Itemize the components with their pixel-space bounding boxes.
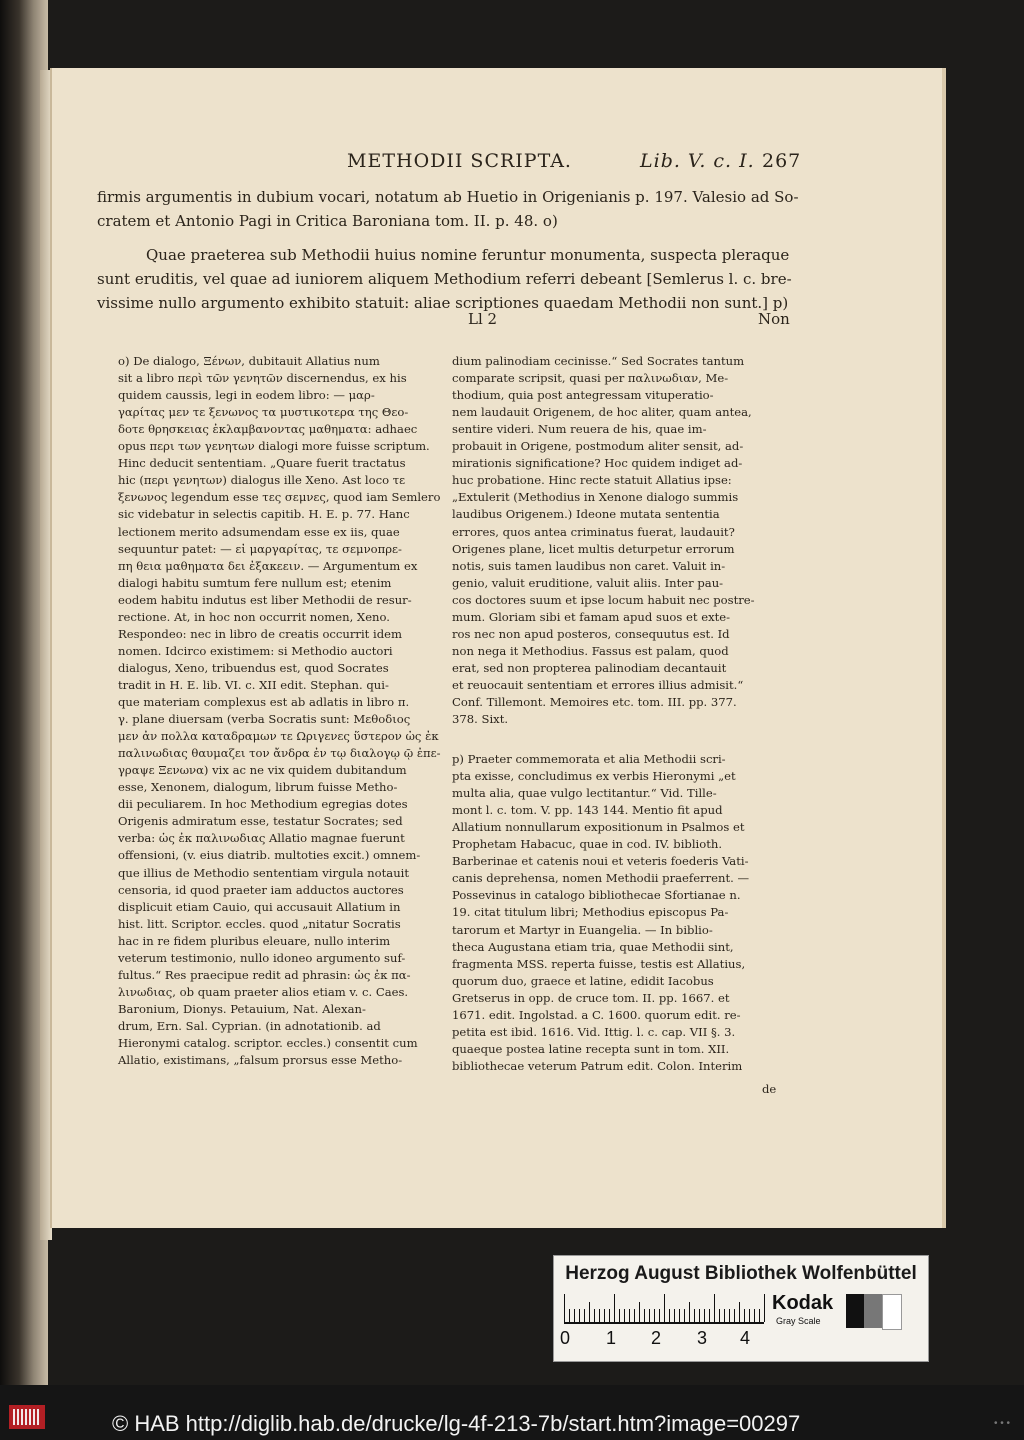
footnote-line: pta exisse, concludimus ex verbis Hieronymi „et [452, 769, 736, 784]
footnote-line: παλινωδιας θαυμαζει τον ἄνδρα ἐν τῳ διαλογῳ ῷ ἐπε- [118, 746, 441, 761]
footnote-line: nomen. Idcirco existimem: si Methodio auctori [118, 643, 393, 658]
ruler-tick [574, 1309, 575, 1322]
footnote-line: sequuntur patet: — εἰ μαργαρίτας, τε σεμνοπρε- [118, 541, 402, 556]
footnote-line: non nega it Methodius. Fassus est palam, quod [452, 643, 729, 658]
footnote-line: offensioni, (v. eius diatrib. multoties excit.) omnem- [118, 848, 421, 863]
footnote-line: δοτε θρησκειας ἐκλαμβανοντας μαθηματα: adhaec [118, 422, 418, 437]
footnote-line: γαρίτας μεν τε ξενωνος τα μυστικοτερα της Θεο- [118, 405, 409, 420]
footnote-line: quaeque postea latine recepta sunt in tom. XII. [452, 1041, 730, 1056]
footnote-line: drum, Ern. Sal. Cyprian. (in adnotationib. ad [118, 1018, 381, 1033]
gray-swatch-white [882, 1294, 902, 1330]
kodak-logo: Kodak [772, 1292, 834, 1314]
ruler-tick [709, 1309, 710, 1322]
footnote-line: 378. Sixt. [452, 712, 509, 727]
ruler-tick [614, 1294, 615, 1322]
footnote-line: errores, quos antea criminatus fuerat, laudauit? [452, 524, 735, 539]
footnote-line: mirationis significatione? Hoc quidem indiget ad- [452, 456, 743, 471]
ruler-tick [634, 1309, 635, 1322]
footnote-line: λινωδιας, ob quam praeter alios etiam v. c. Caes. [118, 984, 409, 999]
ruler-tick [744, 1309, 745, 1322]
footnote-line: fragmenta MSS. reperta fuisse, testis est Allatius, [452, 956, 746, 971]
scale-number: 3 [697, 1328, 708, 1348]
footnote-line: canis deprehensa, nomen Methodii praeferrent. — [452, 871, 750, 886]
footnote-line: laudibus Origenem.) Ideone mutata sententia [452, 507, 720, 522]
scale-number: 4 [740, 1328, 751, 1348]
ruler-tick [724, 1309, 725, 1322]
footnote-line: hac in re fidem pluribus eleuare, nullo interim [118, 933, 391, 948]
catchword: Non [758, 310, 790, 328]
ruler-tick [579, 1309, 580, 1322]
footnote-line: hic (περι γενητων) dialogus ille Xeno. Ast loco τε [118, 473, 406, 488]
ruler-tick [754, 1309, 755, 1322]
book-page [50, 68, 946, 1228]
ruler-tick [589, 1302, 590, 1322]
footnote-line: multa alia, quae vulgo lectitantur.“ Vid. Tille- [452, 786, 717, 801]
ruler-tick [759, 1309, 760, 1322]
footnote-line: γ. plane diuersam (verba Socratis sunt: Μεθοδιος [118, 712, 411, 727]
footnote-line: dii peculiarem. In hoc Methodium egregias dotes [118, 797, 408, 812]
ruler-tick [584, 1309, 585, 1322]
ruler-tick [639, 1302, 640, 1322]
footnote-line: Conf. Tillemont. Memoires etc. tom. III. pp. 377. [452, 695, 737, 709]
footnote-line: sic videbatur in selectis capitib. H. E. p. 77. Hanc [118, 507, 410, 522]
footnote-line: bibliothecae veterum Patrum edit. Colon. Interim [452, 1058, 743, 1073]
footnote-line: petita est ibid. 1616. Vid. Ittig. l. c. cap. VII §. 3. [452, 1024, 736, 1039]
footnote-line: lectionem merito adsumendam esse ex iis, quae [118, 524, 400, 539]
footnote-line: Hinc deducit sententiam. „Quare fuerit tractatus [118, 456, 406, 471]
footnote-line: erat, sed non propterea palinodiam decantauit [452, 660, 727, 675]
body-line: cratem et Antonio Pagi in Critica Baroniana tom. II. p. 48. o) [97, 212, 558, 230]
footnote-line: Hieronymi catalog. scriptor. eccles.) consentit cum [118, 1036, 418, 1050]
ruler-tick [654, 1309, 655, 1322]
ruler-tick [714, 1294, 715, 1322]
footnote-line: fultus.“ Res praecipue redit ad phrasin: ὡς ἐκ πα- [118, 967, 411, 982]
ruler-tick [564, 1294, 565, 1322]
body-line: vissime nullo argumento exhibito statuit: aliae scriptiones quaedam Methodii non sunt.] p) [97, 294, 789, 312]
ruler-tick [624, 1309, 625, 1322]
footnote-line: 1671. edit. Ingolstad. a C. 1600. quorum edit. re- [452, 1007, 741, 1022]
ruler-tick [684, 1309, 685, 1322]
ruler-tick [729, 1309, 730, 1322]
ruler-tick [679, 1309, 680, 1322]
footnote-line: dialogus, Xeno, tribuendus est, quod Socrates [118, 660, 389, 675]
ruler-tick [669, 1309, 670, 1322]
footnote-line: notis, suis tamen laudibus non caret. Valuit in- [452, 558, 726, 573]
body-line: firmis argumentis in dubium vocari, notatum ab Huetio in Origenianis p. 197. Valesio ad So- [97, 188, 799, 206]
footnote-line: huc probatione. Hinc recte statuit Allatius ipse: [452, 473, 732, 488]
ruler-tick [704, 1309, 705, 1322]
footnote-line: p) Praeter commemorata et alia Methodii scri- [452, 752, 726, 766]
footnote-line: μεν ἀν πολλα καταδραμων τε Ωριγενες ὕστερον ὡς ἐκ [118, 729, 439, 744]
gray-swatch-black [846, 1294, 864, 1328]
footnote-line: quidem caussis, legi in eodem libro: — μαρ- [118, 388, 375, 403]
footnote-line: censoria, id quod praeter iam adductos auctores [118, 882, 404, 897]
scale-ruler [564, 1294, 764, 1324]
scale-number: 1 [606, 1328, 617, 1348]
footnote-line: πη θεια μαθηματα δει ἐξακεειν. — Argumentum ex [118, 558, 418, 573]
footnote-line: tarorum et Martyr in Euangelia. — In biblio- [452, 922, 713, 937]
ruler-tick [749, 1309, 750, 1322]
ruler-tick [659, 1309, 660, 1322]
ruler-tick [719, 1309, 720, 1322]
ruler-tick [694, 1309, 695, 1322]
ruler-tick [629, 1309, 630, 1322]
footnote-line: o) De dialogo, Ξένων, dubitauit Allatius num [118, 354, 380, 368]
footnote-catchword: de [762, 1082, 777, 1096]
footnote-line: eodem habitu indutus est liber Methodii de resur- [118, 592, 412, 607]
ruler-tick [764, 1294, 765, 1322]
copyright-url: © HAB http://diglib.hab.de/drucke/lg-4f-213-7b/start.htm?image=00297 [112, 1411, 801, 1436]
signature-mark: Ll 2 [468, 310, 498, 328]
ruler-tick [604, 1309, 605, 1322]
footnote-line: verba: ὡς ἐκ παλινωδιας Allatio magnae fuerunt [118, 831, 405, 846]
scale-number: 2 [651, 1328, 662, 1348]
footnote-line: esse, Xenonem, dialogum, librum fuisse Metho- [118, 780, 398, 795]
scale-number: 0 [560, 1328, 571, 1348]
footnote-line: cos doctores suum et ipse locum habuit nec postre- [452, 592, 755, 607]
footnote-line: quorum duo, graece et latine, edidit Iacobus [452, 973, 714, 988]
footnote-line: Prophetam Habacuc, quae in cod. IV. biblioth. [452, 837, 723, 852]
footnote-line: mum. Gloriam sibi et famam apud suos et exte- [452, 609, 731, 624]
footnote-line: ξενωνος legendum esse τες σεμνες, quod iam Semlero [118, 490, 441, 505]
page-number: 267 [762, 150, 802, 172]
dots-icon: • • • [993, 1418, 1010, 1429]
ruler-tick [734, 1309, 735, 1322]
footnote-line: que illius de Methodio sententiam virgula notauit [118, 865, 410, 880]
footnote-line: thodium, quia post antegressam vituperatio- [452, 388, 714, 403]
footnote-line: „Extulerit (Methodius in Xenone dialogo summis [452, 490, 739, 505]
footnote-line: dium palinodiam cecinisse.“ Sed Socrates tantum [452, 354, 745, 368]
footnote-line: dialogi habitu sumtum fere nullum est; etenim [118, 575, 392, 590]
body-line: Quae praeterea sub Methodii huius nomine feruntur monumenta, suspecta pleraque [146, 246, 790, 264]
ruler-tick [674, 1309, 675, 1322]
footnote-line: Barberinae et catenis noui et veteris foederis Vati- [452, 854, 749, 869]
ruler-tick [689, 1302, 690, 1322]
footnote-line: Origenis admiratum esse, testatur Socrates; sed [118, 814, 403, 829]
ruler-tick [609, 1309, 610, 1322]
footnote-line: et reuocauit sententiam et errores illius admisit.“ [452, 677, 744, 692]
footnote-line: Allatio, existimans, „falsum prorsus esse Metho- [118, 1053, 403, 1068]
footnote-line: probauit in Origene, postmodum aliter sensit, ad- [452, 439, 744, 454]
library-name: Herzog August Bibliothek Wolfenbüttel [565, 1263, 917, 1284]
body-line: sunt eruditis, vel quae ad iuniorem aliquem Methodium referri debeant [Semlerus l. c. bre- [97, 270, 792, 288]
footnote-line: Baronium, Dionys. Petauium, Nat. Alexan- [118, 1001, 366, 1016]
footnote-line: rectione. At, in hoc non occurrit nomen, Xeno. [118, 609, 390, 624]
footnote-line: nem laudauit Origenem, de hoc aliter, quam antea, [452, 405, 752, 420]
ruler-tick [739, 1302, 740, 1322]
footnote-line: Origenes plane, licet multis deturpetur errorum [452, 541, 735, 556]
footnote-line: mont l. c. tom. V. pp. 143 144. Mentio fit apud [452, 803, 723, 818]
footnote-line: veterum testimonio, nullo idoneo argumento suf- [118, 950, 406, 965]
footnote-line: hist. litt. Scriptor. eccles. quod „nitatur Socratis [118, 916, 401, 931]
ruler-tick [699, 1309, 700, 1322]
footnote-line: ros nec non apud posteros, consequutus est. Id [452, 626, 730, 641]
ruler-tick [594, 1309, 595, 1322]
footnote-line: 19. citat titulum libri; Methodius episcopus Pa- [452, 905, 729, 920]
gray-scale-label: Gray Scale [776, 1316, 821, 1326]
footnote-line: Possevinus in catalogo bibliothecae Sfortianae n. [452, 888, 741, 903]
hab-logo-icon [8, 1402, 46, 1432]
footnote-line: sit a libro περὶ τῶν γενητῶν discernendus, ex his [118, 371, 407, 386]
footnote-line: Allatium nonnullarum expositionum in Psalmos et [452, 820, 745, 835]
ruler-tick [664, 1294, 665, 1322]
ruler-tick [599, 1309, 600, 1322]
ruler-tick [569, 1309, 570, 1322]
footnote-line: sentire videri. Num reuera de his, quae im- [452, 422, 707, 437]
gray-swatch-mid [864, 1294, 882, 1328]
ruler-tick [649, 1309, 650, 1322]
library-color-card [553, 1255, 929, 1362]
book-reference: Lib. V. c. I. [640, 150, 755, 172]
footnote-line: Respondeo: nec in libro de creatis occurrit idem [118, 626, 403, 641]
ruler-tick [619, 1309, 620, 1322]
footnote-line: comparate scripsit, quasi per παλινωδιαν, Me- [452, 371, 729, 386]
running-title: METHODII SCRIPTA. [347, 150, 572, 172]
footnote-line: theca Augustana etiam tria, quae Methodii sint, [452, 939, 734, 954]
footnote-line: genio, valuit eruditione, valuit aliis. Inter pau- [452, 575, 724, 590]
footnote-line: que materiam complexus est ab adlatis in libro π. [118, 695, 410, 709]
footnote-line: tradit in H. E. lib. VI. c. XII edit. Stephan. qui- [118, 677, 389, 692]
footnote-line: Gretserus in opp. de cruce tom. II. pp. 1667. et [452, 990, 730, 1005]
footnote-line: γραψε Ξενωνα) vix ac ne vix quidem dubitandum [118, 763, 407, 778]
footnote-line: opus περι των γενητων dialogi more fuisse scriptum. [118, 439, 430, 454]
footnote-line: displicuit etiam Cauio, qui accusauit Allatium in [118, 899, 401, 914]
ruler-tick [644, 1309, 645, 1322]
